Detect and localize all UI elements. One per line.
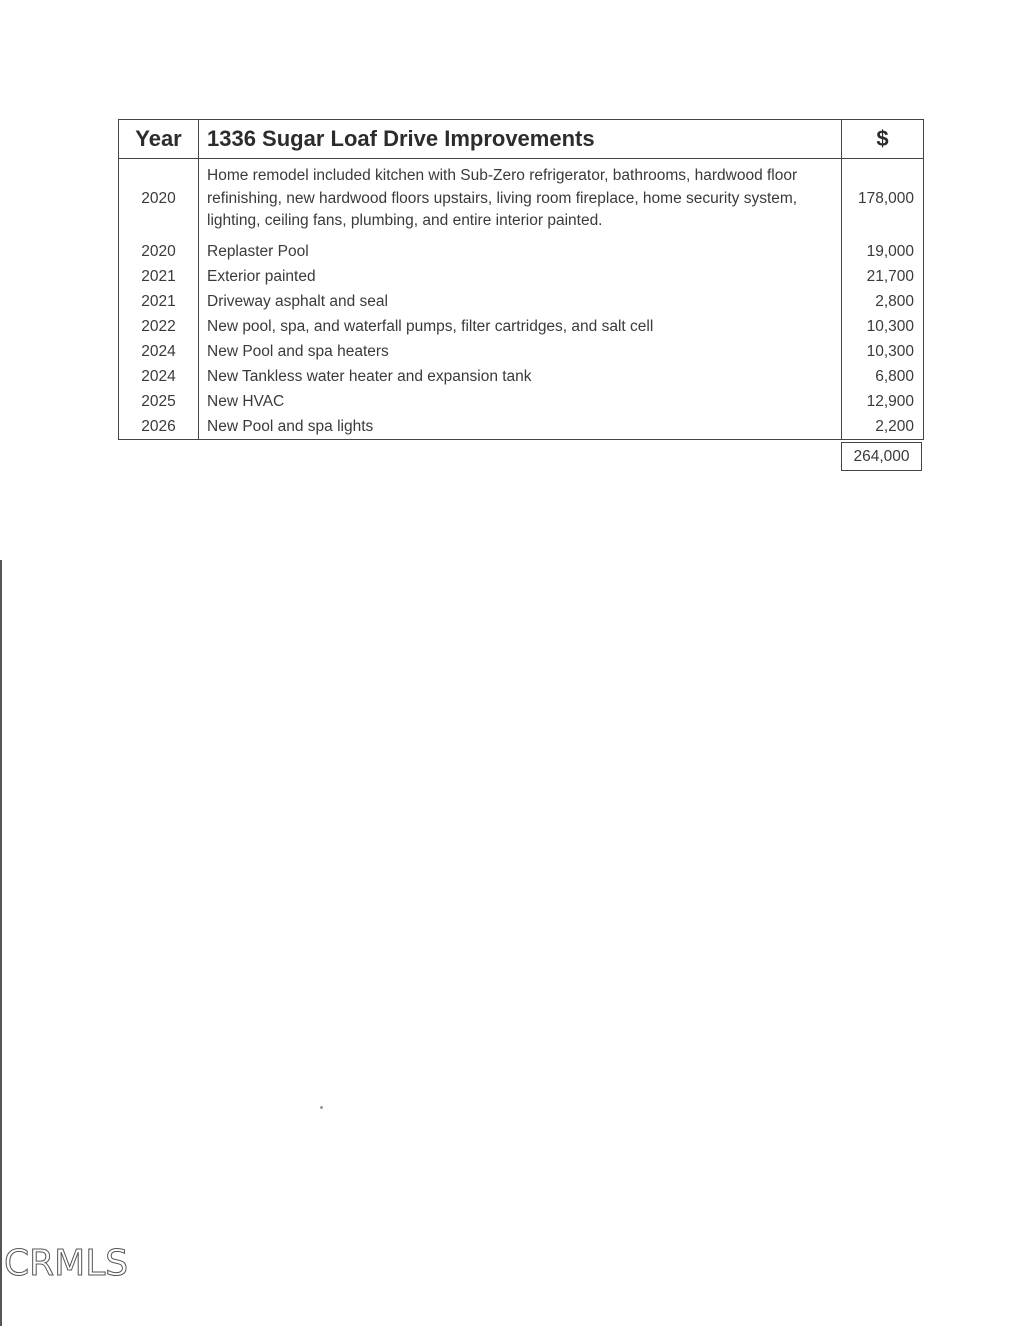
table-row <box>119 314 924 339</box>
row-description: New Pool and spa lights <box>199 414 842 440</box>
table-row <box>119 264 924 289</box>
table-row <box>119 364 924 389</box>
row-year: 2025 <box>119 389 199 414</box>
row-amount: 10,300 <box>842 314 924 339</box>
row-description: New HVAC <box>199 389 842 414</box>
row-amount: 21,700 <box>842 264 924 289</box>
row-year: 2021 <box>119 289 199 314</box>
row-year: 2020 <box>119 239 199 264</box>
row-amount: 2,800 <box>842 289 924 314</box>
table-row <box>119 339 924 364</box>
crmls-watermark: CRMLS <box>4 1243 129 1284</box>
row-description: New Pool and spa heaters <box>199 339 842 364</box>
table-row <box>119 414 924 440</box>
table-row <box>119 289 924 314</box>
row-amount: 12,900 <box>842 389 924 414</box>
table-header-row <box>119 120 924 159</box>
row-year: 2026 <box>119 414 199 440</box>
table-row <box>119 159 924 240</box>
table-row <box>119 389 924 414</box>
row-description: New Tankless water heater and expansion tank <box>199 364 842 389</box>
row-description: Driveway asphalt and seal <box>199 289 842 314</box>
row-year: 2020 <box>119 159 199 240</box>
row-year: 2024 <box>119 364 199 389</box>
table-row <box>119 239 924 264</box>
row-amount: 19,000 <box>842 239 924 264</box>
row-amount: 2,200 <box>842 414 924 440</box>
row-year: 2022 <box>119 314 199 339</box>
row-year: 2021 <box>119 264 199 289</box>
row-year: 2024 <box>119 339 199 364</box>
scan-speck <box>320 1106 323 1109</box>
header-description: 1336 Sugar Loaf Drive Improvements <box>199 120 842 159</box>
row-description: Replaster Pool <box>199 239 842 264</box>
improvements-table <box>118 119 924 440</box>
improvements-table-container <box>118 119 923 440</box>
header-year: Year <box>119 120 199 159</box>
total-amount: 264,000 <box>841 442 922 471</box>
row-description: Exterior painted <box>199 264 842 289</box>
header-amount: $ <box>842 120 924 159</box>
row-amount: 178,000 <box>842 159 924 240</box>
scan-edge-line <box>0 560 2 1326</box>
row-description: Home remodel included kitchen with Sub-Zero refrigerator, bathrooms, hardwood floor refinishing, new hardwood floors upstairs, living room fireplace, home security system, lighting, ceiling fans, plumbing, and entire interior painted. <box>199 159 842 240</box>
row-amount: 6,800 <box>842 364 924 389</box>
row-description: New pool, spa, and waterfall pumps, filter cartridges, and salt cell <box>199 314 842 339</box>
row-amount: 10,300 <box>842 339 924 364</box>
